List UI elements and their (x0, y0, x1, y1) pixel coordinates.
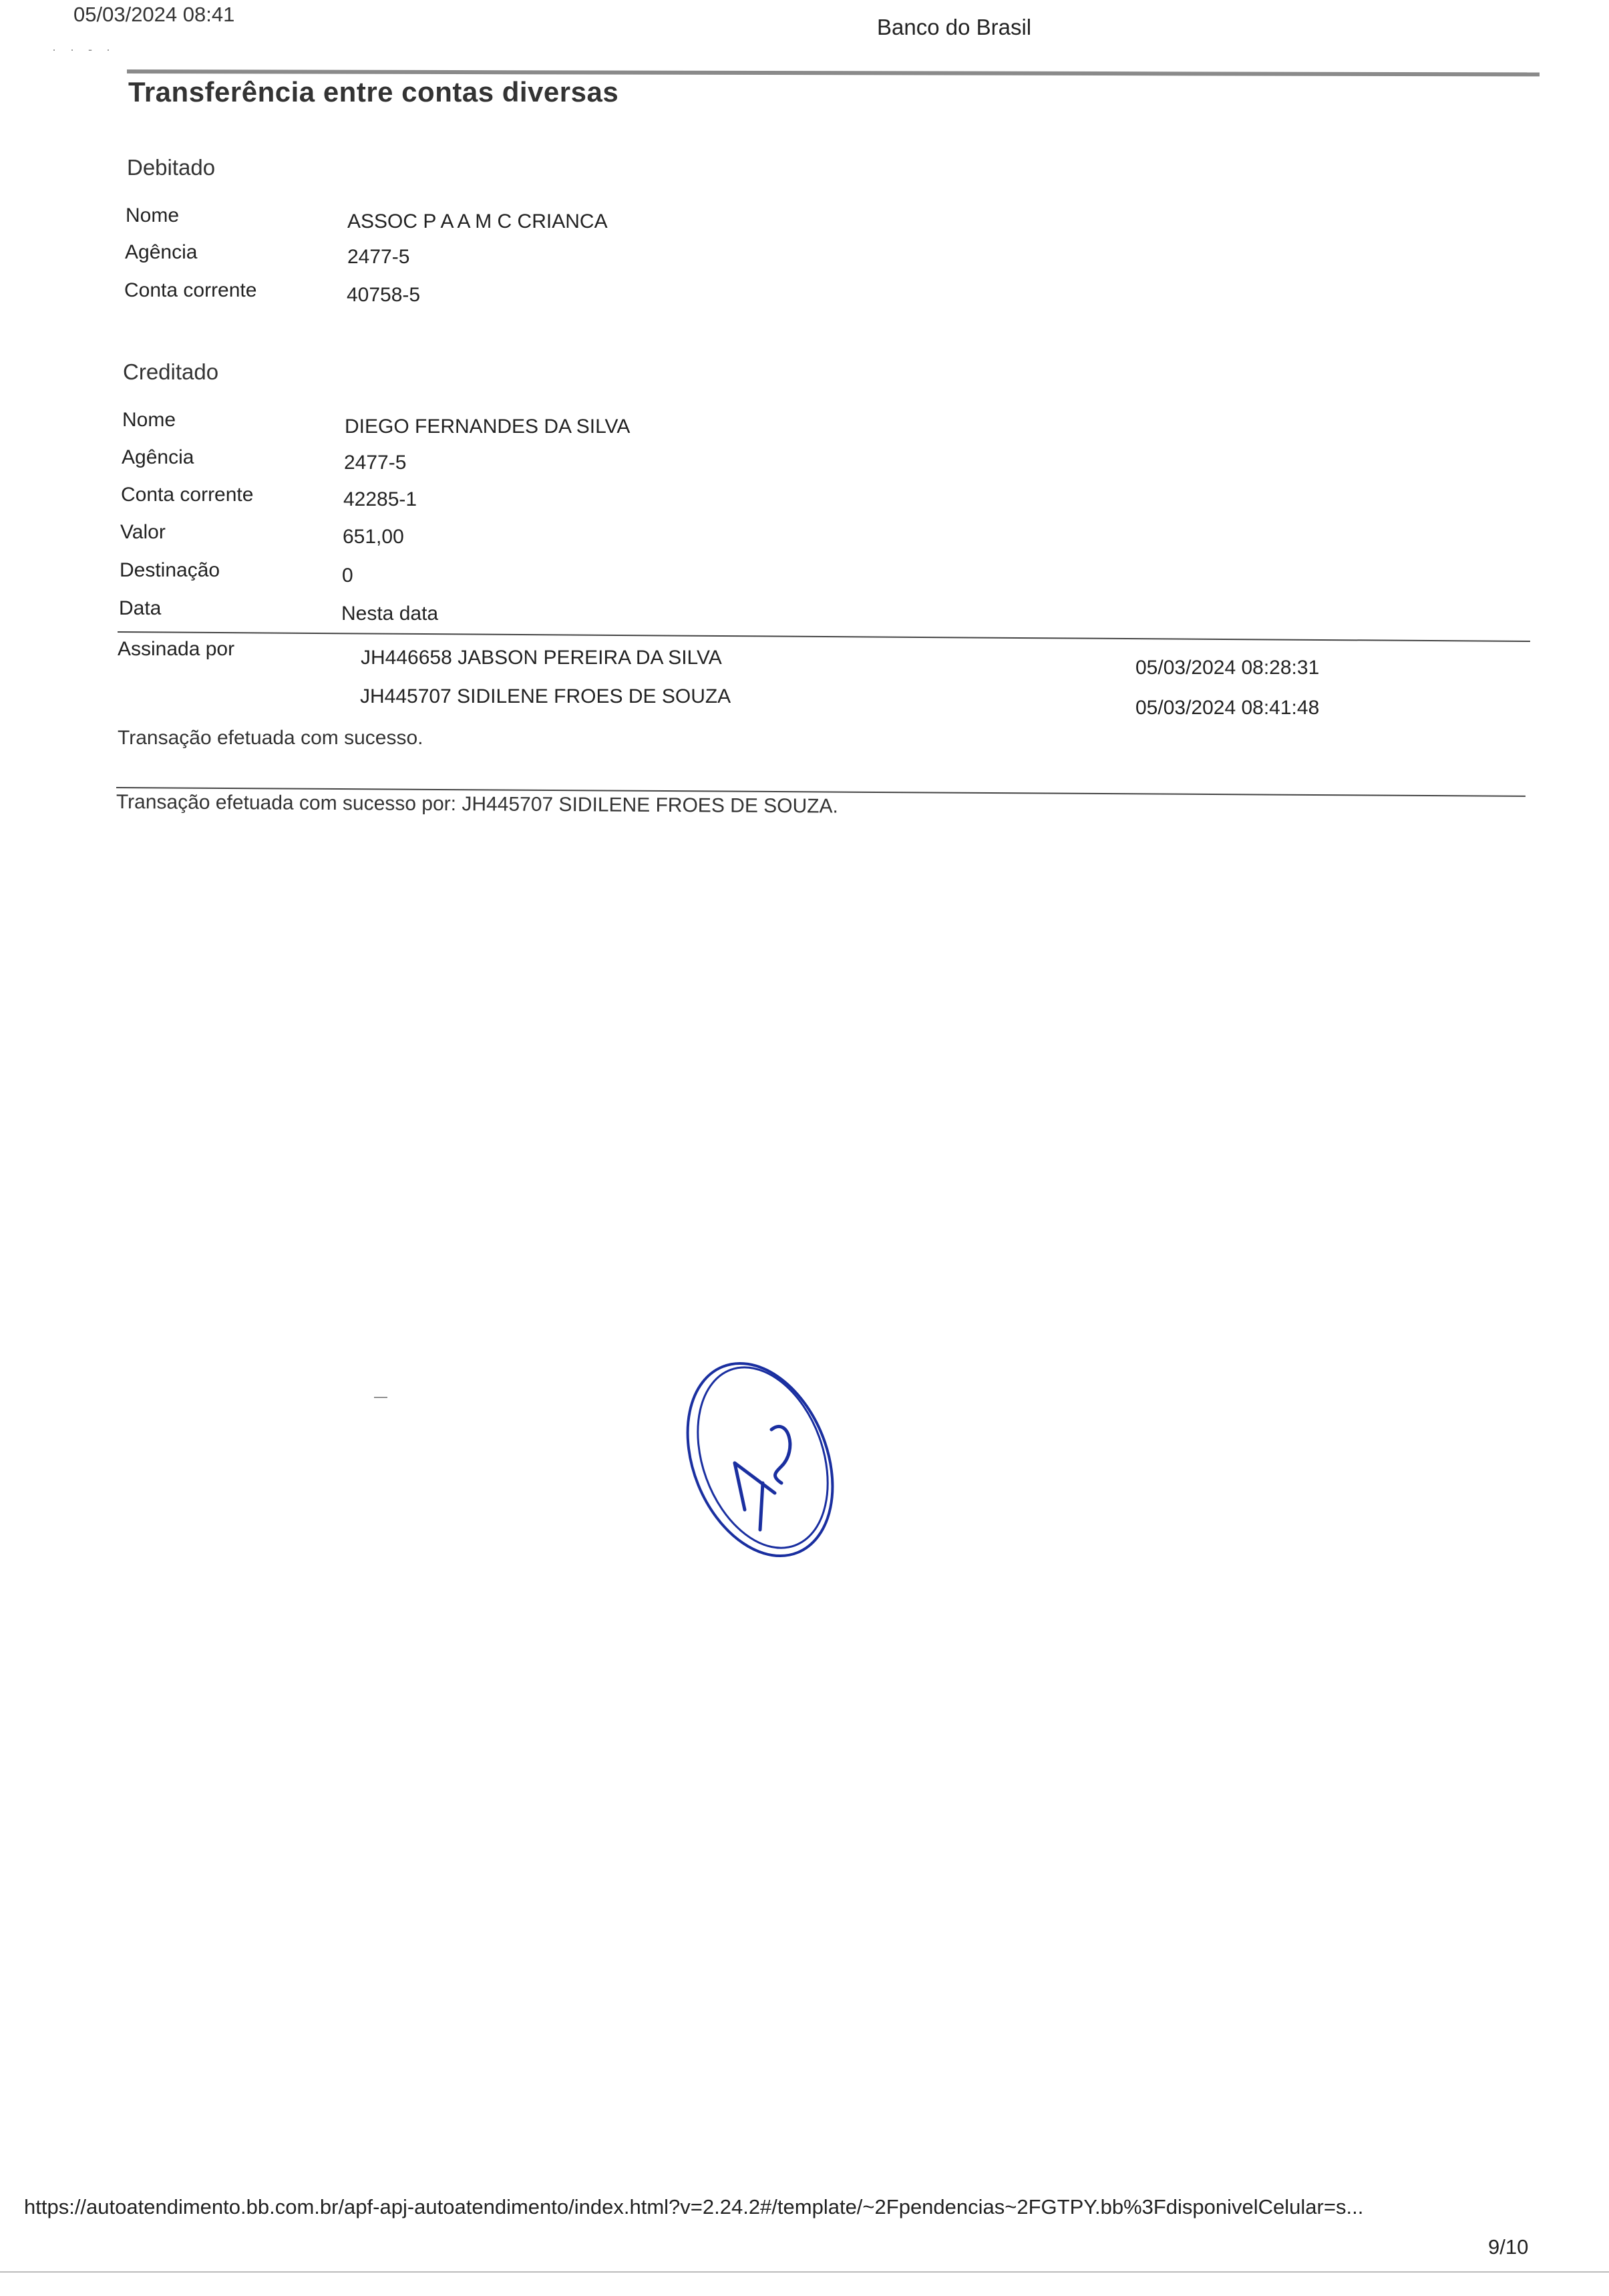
debitado-agencia-label: Agência (125, 241, 198, 263)
creditado-data-label: Data (119, 597, 162, 619)
signer-datetime: 05/03/2024 08:41:48 (1135, 697, 1320, 719)
creditado-agencia-label: Agência (122, 446, 194, 468)
creditado-nome-value: DIEGO FERNANDES DA SILVA (345, 416, 631, 438)
creditado-agencia-value: 2477-5 (344, 452, 407, 474)
footer-url: https://autoatendimento.bb.com.br/apf-apj-autoatendimento/index.html?v=2.24.2#/template/~2Fpendencias~2FGTPY.bb%3FdisponivelCelular=s... (24, 2195, 1364, 2219)
creditado-conta-value: 42285-1 (343, 488, 417, 510)
creditado-nome-label: Nome (122, 409, 176, 431)
signer-datetime: 05/03/2024 08:28:31 (1135, 657, 1320, 679)
stamp-circle-icon (681, 1349, 842, 1570)
bank-name: Banco do Brasil (877, 15, 1032, 39)
debitado-nome-value: ASSOC P A A M C CRIANCA (347, 210, 608, 232)
stray-mark: — (374, 1389, 387, 1404)
creditado-valor-label: Valor (120, 521, 166, 543)
debitado-conta-label: Conta corrente (124, 279, 257, 301)
title-rule (127, 69, 1540, 76)
page-number: 9/10 (1488, 2235, 1529, 2259)
debitado-heading: Debitado (127, 155, 216, 180)
page-edge (0, 2271, 1609, 2273)
debitado-nome-label: Nome (126, 204, 180, 226)
signer-name: JH445707 SIDILENE FROES DE SOUZA (360, 685, 731, 707)
creditado-valor-value: 651,00 (343, 526, 404, 548)
handwritten-page-stamp (681, 1349, 842, 1570)
debitado-agencia-value: 2477-5 (347, 246, 410, 268)
creditado-destinacao-value: 0 (342, 564, 353, 587)
signer-name: JH446658 JABSON PEREIRA DA SILVA (361, 647, 722, 669)
creditado-conta-label: Conta corrente (121, 484, 254, 506)
signatures-divider (118, 631, 1530, 642)
status-message: Transação efetuada com sucesso. (118, 727, 423, 749)
page-title: Transferência entre contas diversas (128, 76, 619, 108)
creditado-data-value: Nesta data (341, 603, 439, 625)
status-detail: Transação efetuada com sucesso por: JH445707 SIDILENE FROES DE SOUZA. (116, 791, 839, 818)
assinada-por-label: Assinada por (118, 638, 235, 660)
debitado-conta-value: 40758-5 (347, 284, 421, 306)
creditado-heading: Creditado (123, 359, 219, 384)
scan-artifact: · · - · (52, 43, 116, 56)
creditado-destinacao-label: Destinação (120, 559, 220, 581)
print-datetime: 05/03/2024 08:41 (73, 3, 235, 26)
stamp-digits-icon (735, 1426, 790, 1530)
